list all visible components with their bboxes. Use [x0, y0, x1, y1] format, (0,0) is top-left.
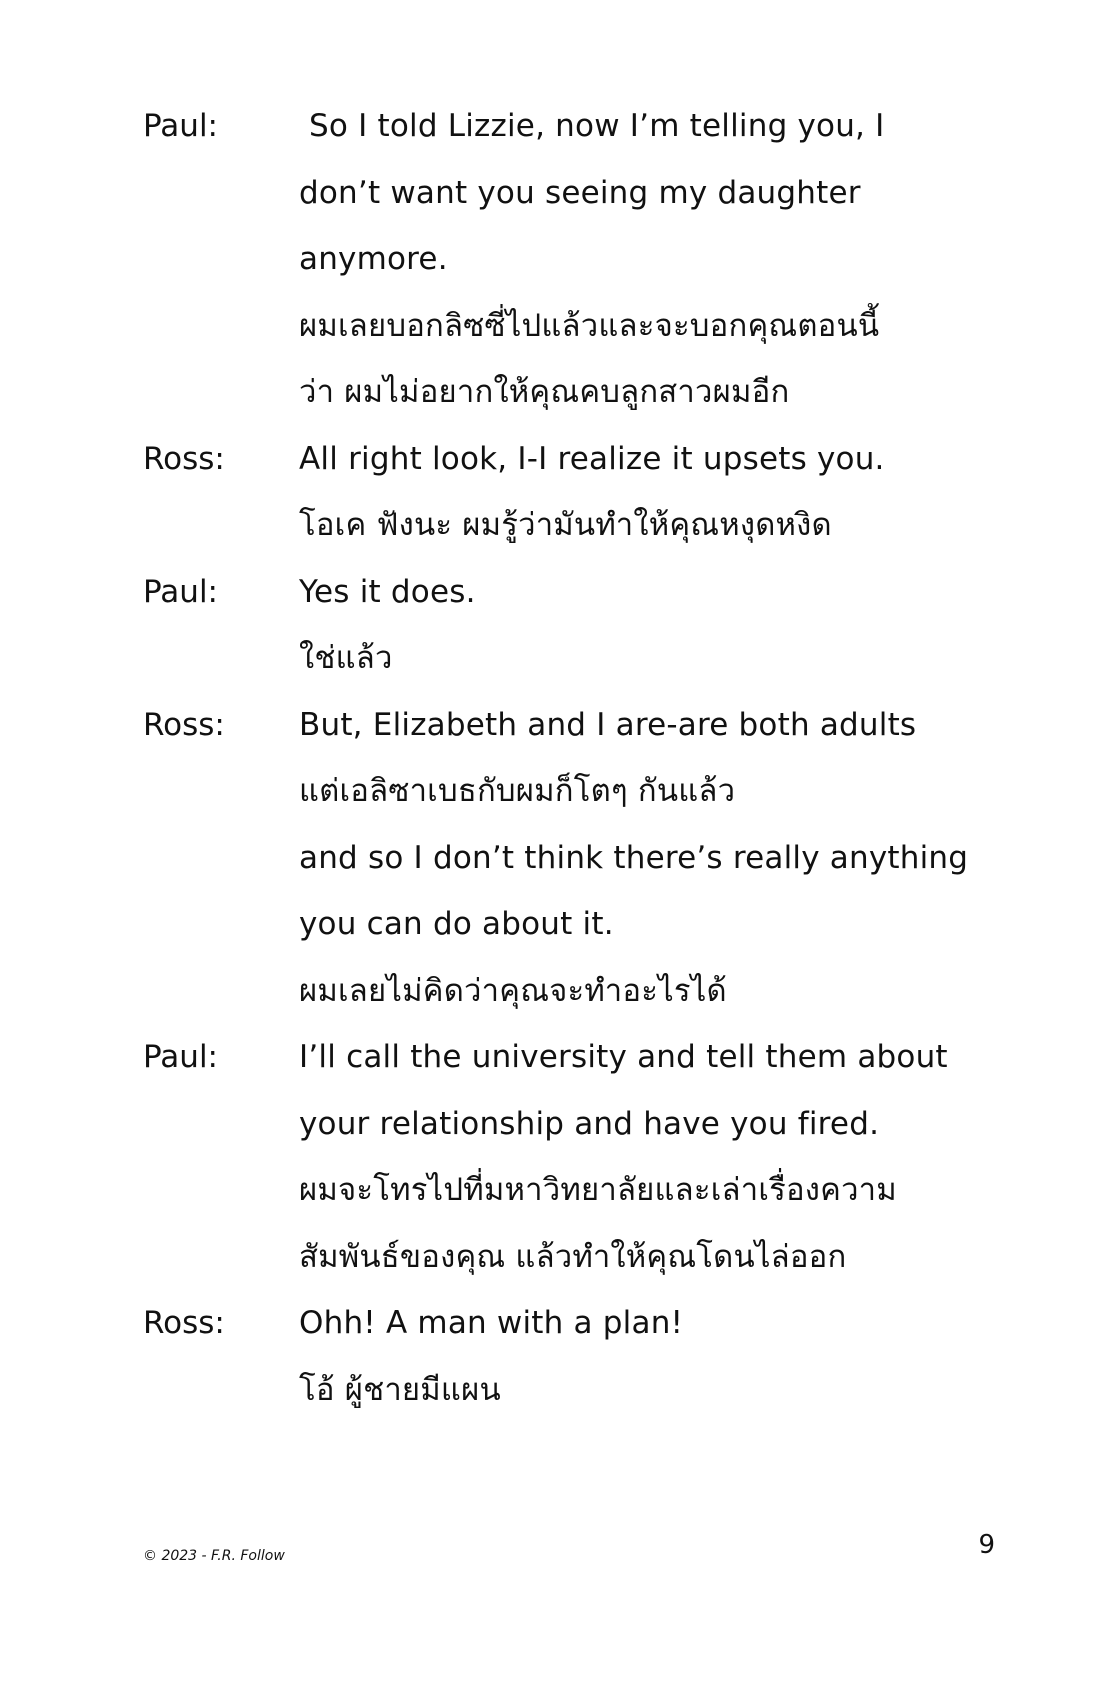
dialogue-line-english: you can do about it.	[299, 906, 614, 942]
dialogue-turn	[143, 559, 1023, 692]
dialogue-line-english: Yes it does.	[299, 573, 476, 610]
speaker-name: Paul:	[143, 573, 219, 610]
dialogue-turn	[143, 692, 1023, 1025]
speaker-name: Paul:	[143, 1039, 219, 1075]
dialogue-line-thai: สัมพันธ์ของคุณ แล้วทำให้คุณโดนไล่ออก	[299, 1238, 847, 1275]
dialogue-lines	[299, 426, 1023, 559]
dialogue-line-thai: โอเค ฟังนะ ผมรู้ว่ามันทำให้คุณหงุดหงิด	[299, 507, 832, 543]
dialogue-line-thai: ใช่แล้ว	[299, 640, 393, 676]
copyright-notice: © 2023 - F.R. Follow	[143, 1548, 285, 1564]
dialogue-line-thai: แต่เอลิซาเบธกับผมก็โตๆ กันแล้ว	[299, 773, 736, 809]
dialogue-line-thai: ว่า ผมไม่อยากให้คุณคบลูกสาวผมอีก	[299, 374, 790, 410]
dialogue-lines	[299, 1024, 1023, 1290]
speaker-name: Paul:	[143, 108, 219, 144]
dialogue-lines	[299, 1290, 1023, 1423]
dialogue-turn	[143, 1024, 1023, 1290]
dialogue-lines	[299, 559, 1023, 692]
dialogue-line-thai: โอ้ ผู้ชายมีแผน	[299, 1371, 501, 1408]
dialogue-turn	[143, 93, 1023, 426]
speaker-name: Ross:	[143, 440, 225, 477]
dialogue-line-english: I’ll call the university and tell them about	[299, 1039, 948, 1075]
dialogue-script	[143, 93, 1023, 1423]
speaker-name: Ross:	[143, 1305, 225, 1341]
dialogue-line-english: All right look, I-I realize it upsets you.	[299, 440, 885, 477]
dialogue-line-thai: ผมเลยบอกลิซซี่ไปแล้วและจะบอกคุณตอนนี้	[299, 307, 880, 344]
dialogue-turn	[143, 1290, 1023, 1423]
dialogue-line-english: anymore.	[299, 241, 448, 277]
dialogue-line-english: your relationship and have you fired.	[299, 1105, 880, 1142]
speaker-name: Ross:	[143, 706, 225, 743]
dialogue-lines	[299, 692, 1023, 1025]
dialogue-line-english: don’t want you seeing my daughter	[299, 174, 861, 211]
dialogue-line-english: But, Elizabeth and I are-are both adults	[299, 706, 917, 743]
dialogue-line-thai: ผมจะโทรไปที่มหาวิทยาลัยและเล่าเรื่องความ	[299, 1172, 897, 1208]
dialogue-line-english: So I told Lizzie, now I’m telling you, I	[309, 108, 885, 144]
page-number: 9	[978, 1530, 995, 1560]
dialogue-line-thai: ผมเลยไม่คิดว่าคุณจะทำอะไรได้	[299, 972, 727, 1009]
dialogue-lines	[299, 93, 1023, 426]
dialogue-line-english: and so I don’t think there’s really anything	[299, 839, 969, 876]
dialogue-line-english: Ohh! A man with a plan!	[299, 1305, 684, 1341]
dialogue-turn	[143, 426, 1023, 559]
